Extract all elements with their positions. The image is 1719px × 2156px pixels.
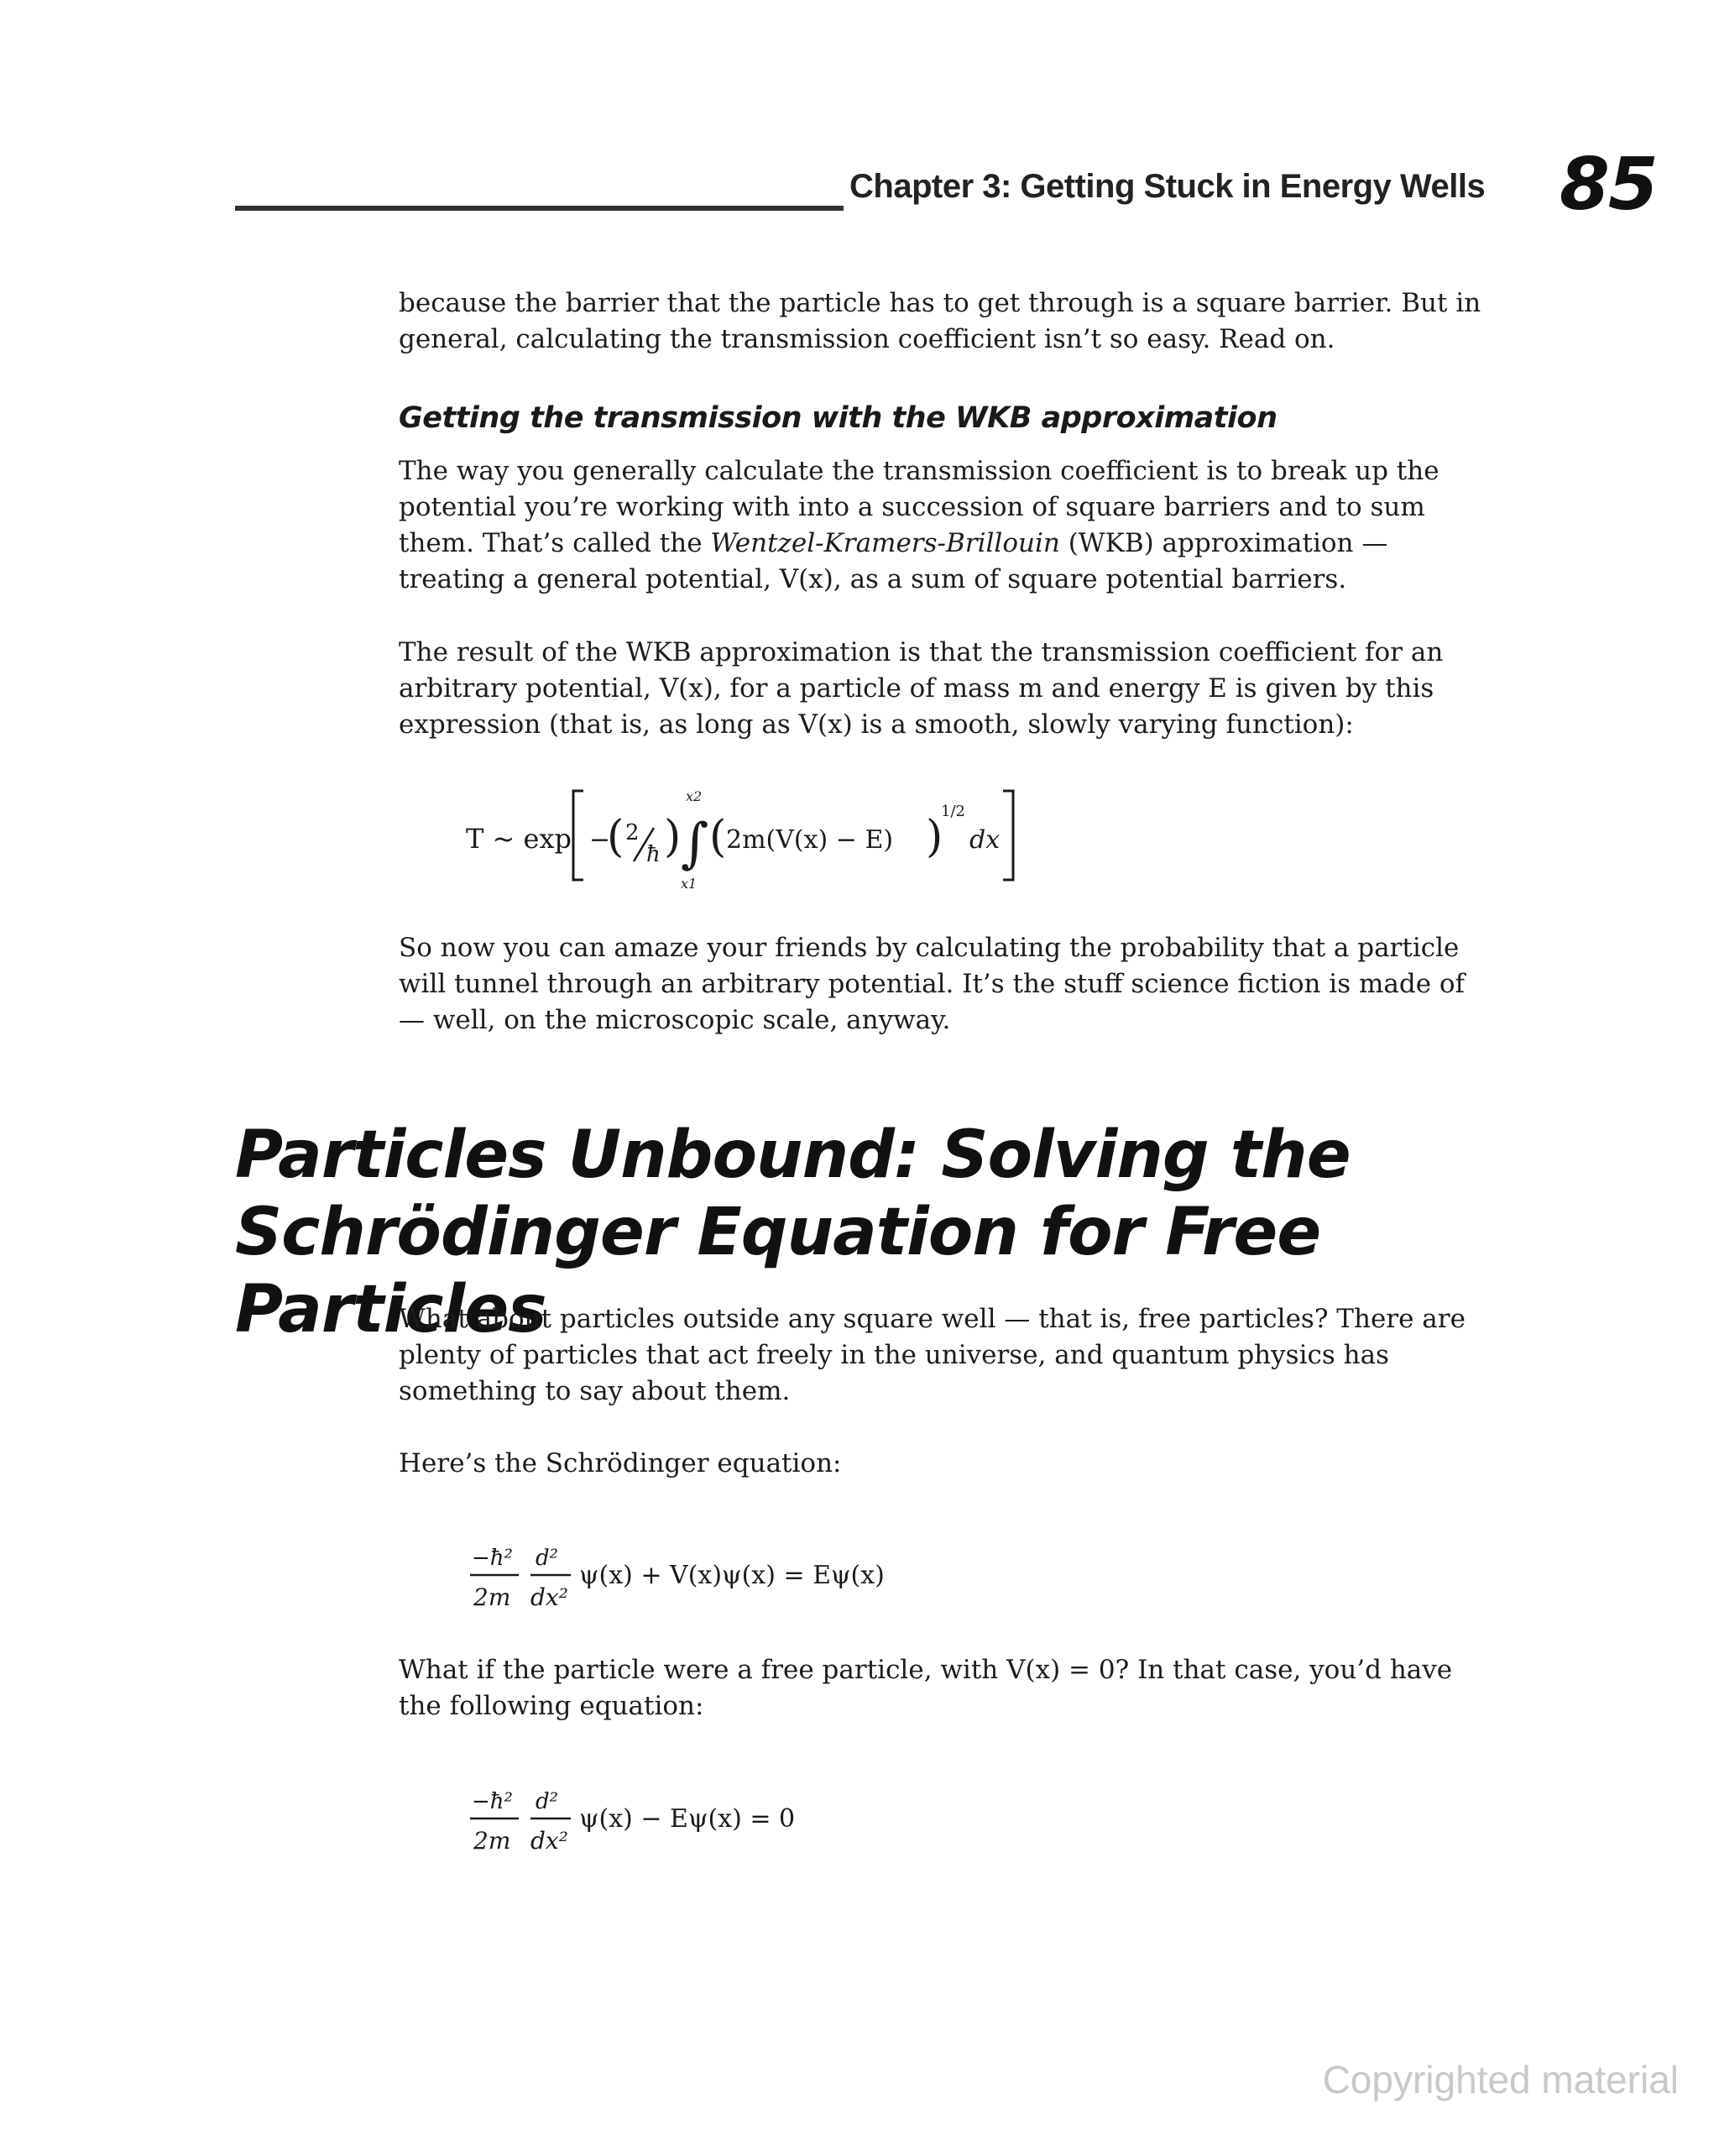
page-number: 85: [1560, 143, 1657, 227]
copyright-watermark: Copyrighted material: [1322, 2058, 1679, 2101]
paragraph-1: because the barrier that the particle has to get through is a square barrier. But in general, calculating the transmission coefficient isn’t so easy. Read on.: [399, 288, 1481, 354]
eq-wkb-paren-open: (: [607, 812, 624, 862]
eq-wkb-exponent: 1/2: [941, 803, 965, 820]
paragraph-7: What if the particle were a free particle, with V(x) = 0? In that case, you’d have the following equation:: [399, 1655, 1453, 1721]
paragraph-5: What about particles outside any square well — that is, free particles? There are plenty of particles that act freely in the universe, and quantum physics has something to say about them.: [399, 1304, 1466, 1406]
eq-wkb-minus: −: [589, 825, 611, 855]
free-particle-equation: [470, 1771, 856, 1867]
eq-wkb-upper-limit: x2: [686, 788, 703, 804]
eq-s-rest: ψ(x) + V(x)ψ(x) = Eψ(x): [579, 1561, 885, 1590]
eq-wkb-integrand: 2m(V(x) − E): [726, 825, 894, 855]
paragraph-3: The result of the WKB approximation is that the transmission coefficient for an arbitrary potential, V(x), for a particle of mass m and energy E is given by this expression (that is, as long as V(x) is a smooth, slowly varying function):: [399, 637, 1444, 740]
eq-wkb-paren-close: ): [664, 812, 682, 862]
eq-wkb-lower-limit: x1: [681, 876, 698, 892]
section-heading-line-1: Particles Unbound: Solving the: [235, 1117, 1351, 1193]
wkb-left-bracket: [573, 791, 583, 880]
eq-s-d-num: d²: [536, 1546, 559, 1571]
eq-s-denominator: 2m: [473, 1583, 511, 1611]
section-heading-line-2: Schrödinger Equation for Free Particles: [235, 1195, 1321, 1348]
eq-f-rest: ψ(x) − Eψ(x) = 0: [579, 1804, 796, 1834]
eq-wkb-outer-close: ): [926, 812, 943, 862]
eq-wkb-lhs: T ~ exp: [466, 823, 572, 855]
eq-wkb-integral: ∫: [681, 813, 709, 875]
schrodinger-equation-svg: [470, 1528, 990, 1620]
wkb-equation-svg: [466, 781, 1020, 894]
schrodinger-equation: [470, 1528, 990, 1624]
eq-f-d-den: dx²: [530, 1827, 568, 1855]
paragraph-2: [399, 453, 1490, 598]
eq-f-denominator: 2m: [473, 1827, 511, 1855]
eq-s-d-den: dx²: [530, 1583, 568, 1611]
header-rule: [235, 206, 844, 211]
wkb-name-emphasis: Wentzel-Kramers-Brillouin: [710, 528, 1060, 558]
eq-s-numerator: −ħ²: [472, 1546, 513, 1571]
paragraph-2-text-a: The way you generally calculate the transmission coefficient is to break up the potential you’re working with into a succession of square barriers and to sum them. That’s called the: [399, 456, 1439, 558]
paragraph-6: Here’s the Schrödinger equation:: [399, 1448, 842, 1478]
eq-f-d-num: d²: [536, 1789, 559, 1814]
chapter-title: Chapter 3: Getting Stuck in Energy Wells: [849, 168, 1486, 205]
subheading-wkb: Getting the transmission with the WKB approximation: [399, 401, 1277, 435]
paragraph-4: So now you can amaze your friends by calculating the probability that a particle will tunnel through an arbitrary potential. It’s the stuff science fiction is made of — well, on the microscopic scale, anyway.: [399, 933, 1466, 1035]
free-particle-equation-svg: [470, 1771, 856, 1864]
wkb-right-bracket: [1003, 791, 1013, 880]
paragraph-2-text-b: (WKB) approximation — treating a general potential, V(x), as a sum of square potential barriers.: [399, 528, 1388, 594]
eq-f-numerator: −ħ²: [472, 1789, 513, 1814]
eq-wkb-dx: dx: [969, 825, 1001, 855]
eq-wkb-hbar: ħ: [646, 842, 661, 867]
wkb-equation: [466, 781, 1020, 897]
eq-wkb-outer-open: (: [709, 812, 727, 862]
eq-wkb-two: 2: [625, 820, 640, 845]
